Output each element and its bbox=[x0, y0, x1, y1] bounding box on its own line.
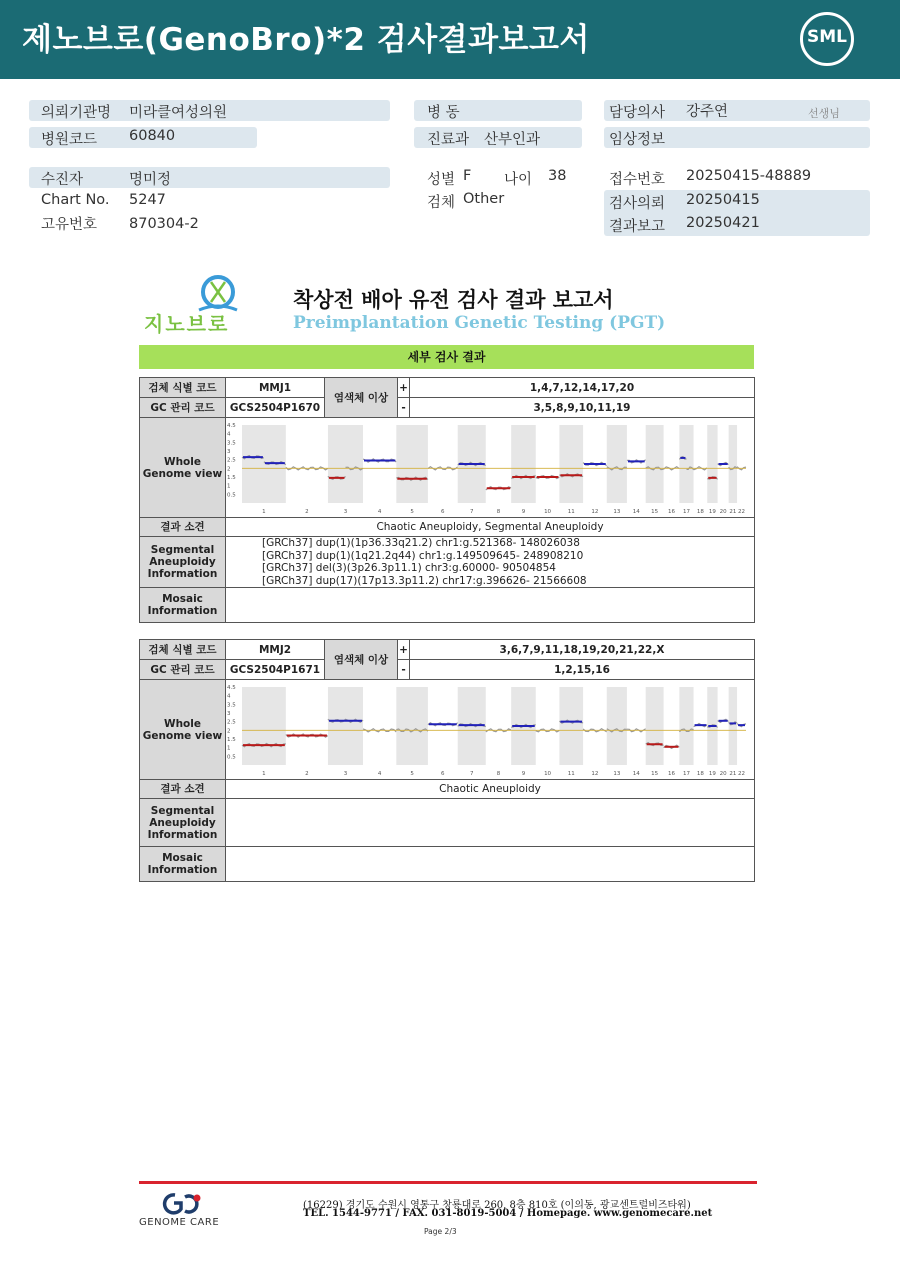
specimen-value: Other bbox=[463, 191, 505, 207]
y-tick-label: 2 bbox=[227, 465, 231, 472]
receipt-value: 20250415-48889 bbox=[686, 168, 812, 184]
code-value: 60840 bbox=[129, 128, 176, 144]
chromosome-band bbox=[559, 425, 583, 503]
chromosome-band bbox=[707, 425, 717, 503]
segmental-line: [GRCh37] dup(1)(1q21.2q44) chr1:g.149509645- 248908210 bbox=[262, 549, 584, 562]
mosaic-value bbox=[226, 847, 755, 882]
chromosome-band bbox=[607, 425, 627, 503]
y-tick-label: 4 bbox=[227, 693, 231, 700]
mosaic-label: Mosaic Information bbox=[140, 588, 226, 623]
chrom-abn-label: 염색체 이상 bbox=[325, 378, 398, 418]
x-tick-label: 22 bbox=[738, 770, 746, 777]
sex-label: 성별 bbox=[427, 172, 456, 188]
inst-value: 미라클여성의원 bbox=[129, 105, 228, 121]
y-tick-label: 3.5 bbox=[227, 439, 236, 446]
specimen-label: 검체 bbox=[427, 195, 456, 211]
segmental-value bbox=[226, 537, 755, 588]
chromosome-band bbox=[242, 687, 286, 765]
chart-label: Chart No. bbox=[41, 192, 110, 208]
y-tick-label: 4.5 bbox=[227, 684, 236, 691]
chromosome-band bbox=[679, 425, 693, 503]
x-tick-label: 16 bbox=[667, 770, 675, 777]
x-tick-label: 3 bbox=[343, 508, 348, 515]
sml-logo bbox=[800, 12, 854, 66]
loss-sign: - bbox=[398, 398, 410, 418]
y-tick-label: 3 bbox=[227, 448, 231, 455]
chromosome-band bbox=[396, 687, 428, 765]
chromosome-band bbox=[729, 687, 737, 765]
section-header bbox=[139, 345, 754, 369]
chromosome-band bbox=[328, 425, 363, 503]
footer-company: GENOME CARE bbox=[139, 1217, 220, 1228]
y-tick-label: 0.5 bbox=[227, 753, 236, 760]
report-title: 착상전 배아 유전 검사 결과 보고서 bbox=[293, 288, 614, 312]
segmental-label: Segmental Aneuploidy Information bbox=[140, 799, 226, 847]
x-tick-label: 11 bbox=[567, 770, 575, 777]
x-tick-label: 6 bbox=[441, 770, 445, 777]
name-pill bbox=[29, 167, 390, 188]
y-tick-label: 1.5 bbox=[227, 736, 236, 743]
segmental-label: Segmental Aneuploidy Information bbox=[140, 537, 226, 588]
y-tick-label: 4.5 bbox=[227, 422, 236, 429]
y-tick-label: 1.5 bbox=[227, 474, 236, 481]
x-tick-label: 9 bbox=[521, 508, 526, 515]
gc-code-value: GCS2504P1671 bbox=[226, 660, 325, 680]
x-tick-label: 3 bbox=[343, 770, 348, 777]
x-tick-label: 4 bbox=[377, 508, 382, 515]
y-tick-label: 3.5 bbox=[227, 701, 236, 708]
x-tick-label: 2 bbox=[305, 508, 309, 515]
chromosome-band bbox=[646, 687, 664, 765]
header-bar bbox=[0, 0, 900, 79]
whole-genome-plot-cell bbox=[226, 680, 755, 780]
x-tick-label: 5 bbox=[410, 508, 414, 515]
sml-logo-text: SML bbox=[807, 27, 847, 47]
page-number: Page 2/3 bbox=[424, 1227, 457, 1236]
gain-chromosomes: 3,6,7,9,11,18,19,20,21,22,X bbox=[410, 640, 755, 660]
gc-code-value: GCS2504P1670 bbox=[226, 398, 325, 418]
finding-label: 결과 소견 bbox=[140, 780, 226, 799]
chromosome-band bbox=[328, 687, 363, 765]
sample-code-value: MMJ2 bbox=[226, 640, 325, 660]
y-tick-label: 1 bbox=[227, 483, 231, 490]
sex-value: F bbox=[463, 168, 472, 184]
x-tick-label: 18 bbox=[696, 508, 704, 515]
x-tick-label: 18 bbox=[696, 770, 704, 777]
x-tick-label: 8 bbox=[496, 508, 501, 515]
whole-genome-chart bbox=[226, 419, 754, 517]
whole-genome-chart bbox=[226, 681, 754, 779]
report-label: 결과보고 bbox=[609, 219, 666, 235]
dept-label: 진료과 bbox=[427, 132, 470, 148]
x-tick-label: 13 bbox=[613, 770, 621, 777]
loss-chromosomes: 3,5,8,9,10,11,19 bbox=[410, 398, 755, 418]
x-tick-label: 17 bbox=[682, 770, 690, 777]
gc-code-label: GC 관리 코드 bbox=[140, 660, 226, 680]
x-tick-label: 14 bbox=[632, 770, 640, 777]
chrom-abn-label: 염색체 이상 bbox=[325, 640, 398, 680]
x-tick-label: 16 bbox=[667, 508, 675, 515]
x-tick-label: 7 bbox=[469, 508, 474, 515]
receipt-label: 접수번호 bbox=[609, 172, 666, 188]
inst-label: 의뢰기관명 bbox=[41, 105, 112, 121]
footer-contact: TEL. 1544-9771 / FAX. 031-8019-5004 / Homepage. www.genomecare.net bbox=[303, 1208, 713, 1219]
doctor-label: 담당의사 bbox=[609, 105, 666, 121]
mosaic-label: Mosaic Information bbox=[140, 847, 226, 882]
x-tick-label: 21 bbox=[729, 508, 737, 515]
gain-sign: + bbox=[398, 640, 410, 660]
report-value: 20250421 bbox=[686, 215, 760, 231]
x-tick-label: 9 bbox=[521, 770, 526, 777]
sample2-table bbox=[139, 639, 755, 882]
x-tick-label: 21 bbox=[729, 770, 737, 777]
y-tick-label: 4 bbox=[227, 431, 231, 438]
loss-sign: - bbox=[398, 660, 410, 680]
y-tick-label: 0.5 bbox=[227, 491, 236, 498]
chromosome-band bbox=[729, 425, 737, 503]
x-tick-label: 20 bbox=[719, 770, 727, 777]
x-tick-label: 14 bbox=[632, 508, 640, 515]
y-tick-label: 1 bbox=[227, 745, 231, 752]
report-subtitle: Preimplantation Genetic Testing (PGT) bbox=[293, 313, 666, 333]
chromosome-band bbox=[559, 687, 583, 765]
finding-value: Chaotic Aneuploidy bbox=[226, 780, 755, 799]
x-tick-label: 22 bbox=[738, 508, 746, 515]
x-tick-label: 8 bbox=[496, 770, 501, 777]
sample-code-value: MMJ1 bbox=[226, 378, 325, 398]
footer-address: (16229) 경기도 수원시 영통구 창룡대로 260, 8층 810호 (이의동, 광교센트럴비즈타워) bbox=[303, 1200, 691, 1211]
chromosome-band bbox=[679, 687, 693, 765]
dept-value: 산부인과 bbox=[484, 132, 541, 148]
footer-divider bbox=[139, 1181, 757, 1184]
ward-label: 병 동 bbox=[427, 105, 460, 121]
x-tick-label: 11 bbox=[567, 508, 575, 515]
y-tick-label: 3 bbox=[227, 710, 231, 717]
x-tick-label: 4 bbox=[377, 770, 382, 777]
y-tick-label: 2.5 bbox=[227, 719, 236, 726]
id-label: 고유번호 bbox=[41, 217, 98, 233]
doctor-value: 강주연 bbox=[686, 104, 729, 120]
genobro-logo-text: 지노브로 bbox=[144, 312, 230, 336]
x-tick-label: 10 bbox=[544, 508, 552, 515]
x-tick-label: 12 bbox=[591, 770, 599, 777]
report-header-title: 제노브로(GenoBro)*2 검사결과보고서 bbox=[22, 22, 590, 58]
x-tick-label: 19 bbox=[708, 508, 716, 515]
segmental-line: [GRCh37] dup(1)(1p36.33q21.2) chr1:g.521368- 148026038 bbox=[262, 537, 580, 549]
y-tick-label: 2 bbox=[227, 727, 231, 734]
x-tick-label: 15 bbox=[651, 508, 659, 515]
chromosome-band bbox=[396, 425, 428, 503]
clinical-label: 임상정보 bbox=[609, 132, 666, 148]
chromosome-band bbox=[607, 687, 627, 765]
name-label: 수진자 bbox=[41, 172, 84, 188]
whole-genome-plot-cell bbox=[226, 418, 755, 518]
gc-code-label: GC 관리 코드 bbox=[140, 398, 226, 418]
segmental-line: [GRCh37] dup(17)(17p13.3p11.2) chr17:g.396626- 21566608 bbox=[262, 574, 587, 587]
loss-chromosomes: 1,2,15,16 bbox=[410, 660, 755, 680]
x-tick-label: 20 bbox=[719, 508, 727, 515]
id-value: 870304-2 bbox=[129, 216, 199, 232]
code-label: 병원코드 bbox=[41, 132, 98, 148]
x-tick-label: 15 bbox=[651, 770, 659, 777]
x-tick-label: 2 bbox=[305, 770, 309, 777]
request-label: 검사의뢰 bbox=[609, 196, 666, 212]
x-tick-label: 17 bbox=[682, 508, 690, 515]
x-tick-label: 7 bbox=[469, 770, 474, 777]
whole-genome-label: Whole Genome view bbox=[140, 680, 226, 780]
request-value: 20250415 bbox=[686, 192, 760, 208]
sample-code-label: 검체 식별 코드 bbox=[140, 378, 226, 398]
chart-value: 5247 bbox=[129, 192, 166, 208]
segmental-line: [GRCh37] del(3)(3p26.3p11.1) chr3:g.60000- 90504854 bbox=[262, 562, 556, 574]
finding-value: Chaotic Aneuploidy, Segmental Aneuploidy bbox=[226, 518, 755, 537]
genome-care-logo-icon bbox=[161, 1191, 203, 1215]
doctor-suffix: 선생님 bbox=[808, 107, 840, 120]
x-tick-label: 13 bbox=[613, 508, 621, 515]
x-tick-label: 12 bbox=[591, 508, 599, 515]
segmental-value bbox=[226, 799, 755, 847]
chromosome-band bbox=[646, 425, 664, 503]
age-value: 38 bbox=[548, 168, 567, 184]
gain-sign: + bbox=[398, 378, 410, 398]
sample-code-label: 검체 식별 코드 bbox=[140, 640, 226, 660]
section-title: 세부 검사 결과 bbox=[407, 350, 486, 364]
mosaic-value bbox=[226, 588, 755, 623]
name-value: 명미정 bbox=[129, 172, 172, 188]
finding-label: 결과 소견 bbox=[140, 518, 226, 537]
gain-chromosomes: 1,4,7,12,14,17,20 bbox=[410, 378, 755, 398]
age-label: 나이 bbox=[504, 172, 533, 188]
x-tick-label: 5 bbox=[410, 770, 414, 777]
x-tick-label: 1 bbox=[262, 508, 266, 515]
x-tick-label: 19 bbox=[708, 770, 716, 777]
whole-genome-label: Whole Genome view bbox=[140, 418, 226, 518]
y-tick-label: 2.5 bbox=[227, 457, 236, 464]
chromosome-band bbox=[511, 425, 536, 503]
x-tick-label: 10 bbox=[544, 770, 552, 777]
x-tick-label: 1 bbox=[262, 770, 266, 777]
x-tick-label: 6 bbox=[441, 508, 445, 515]
sample1-table bbox=[139, 377, 755, 623]
